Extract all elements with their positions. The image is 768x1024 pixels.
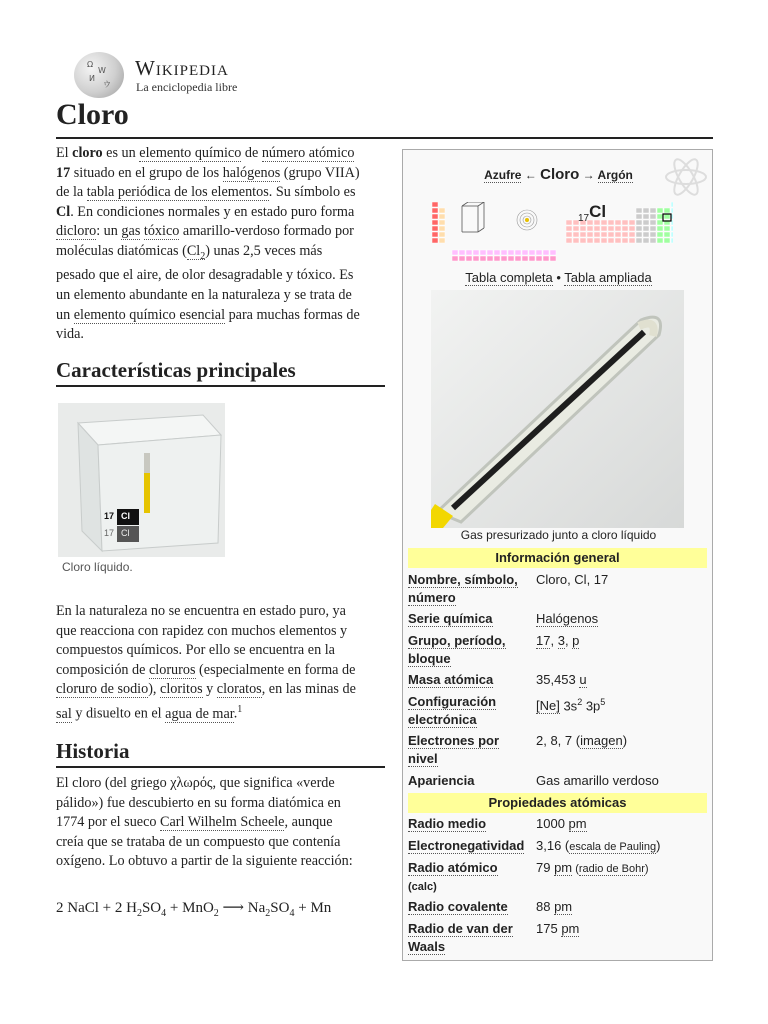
site-tagline: La enciclopedia libre bbox=[136, 80, 238, 94]
link-elemento-esencial[interactable]: elemento químico esencial bbox=[73, 306, 226, 323]
element-infobox bbox=[402, 149, 713, 961]
link-pm-atomico[interactable]: pm bbox=[554, 860, 573, 875]
link-pm[interactable]: pm bbox=[568, 816, 587, 831]
link-sal[interactable]: sal bbox=[56, 705, 72, 722]
label-serie bbox=[408, 610, 532, 628]
link-neon[interactable]: [Ne] bbox=[536, 698, 560, 714]
link-cl2[interactable]: $Cl_2$ bbox=[186, 242, 206, 262]
link-escala-pauling[interactable]: escala de Pauling bbox=[569, 841, 657, 853]
site-name[interactable]: Wikipedia bbox=[135, 56, 229, 80]
wikipedia-globe-icon[interactable]: Ω W И ウ bbox=[74, 52, 124, 98]
cube-label-number-reflection: 17 bbox=[104, 528, 115, 538]
liquid-chlorine-cube-image[interactable] bbox=[58, 403, 225, 557]
cube-label-symbol: Cl bbox=[121, 511, 130, 521]
link-unidad-u[interactable]: u bbox=[579, 672, 587, 687]
link-bloque-p[interactable]: p bbox=[572, 633, 580, 648]
history-paragraph: El cloro (del griego χλωρός, que significa «verde pálido») fue descubierto en su forma diatómica en 1774 por el sueco Carl Wilhelm Scheele, aunque creía que se trataba de un compuesto que contenía oxígeno. Lo obtuvo a partir de la siguiente reacción: bbox=[56, 775, 353, 870]
chemical-equation: 2 NaCl + 2 $H_2SO_4 + MnO_2$ ⟶ $Na_2SO_4 + Mn$ bbox=[56, 900, 332, 919]
value-masa: 35,453 u bbox=[536, 672, 587, 687]
label-radio-covalente bbox=[408, 898, 532, 916]
section-heading-historia: Historia bbox=[56, 739, 130, 763]
value-serie bbox=[536, 610, 708, 628]
section-header-general: Información general bbox=[408, 548, 707, 568]
link-radio-bohr[interactable]: radio de Bohr bbox=[578, 863, 645, 875]
link-azufre[interactable]: Azufre bbox=[484, 168, 522, 182]
link-halogenos-serie[interactable]: Halógenos bbox=[536, 611, 599, 626]
section-heading-caracteristicas: Características principales bbox=[56, 358, 296, 382]
label-nombre bbox=[408, 571, 532, 607]
link-agua-mar[interactable]: agua de mar bbox=[165, 705, 234, 722]
section-header-atomic: Propiedades atómicas bbox=[408, 793, 707, 813]
label-apariencia: Apariencia bbox=[408, 773, 475, 788]
value-radio-medio: 1000 pm bbox=[536, 816, 587, 831]
link-grupo-17[interactable]: 17 bbox=[536, 633, 551, 648]
link-gas[interactable]: gas bbox=[121, 223, 141, 240]
link-pm-vdw[interactable]: pm bbox=[561, 921, 580, 936]
link-nombre[interactable]: Nombre, símbolo, número bbox=[408, 572, 518, 605]
element-symbol: $_{17}$Cl bbox=[578, 202, 607, 225]
periodic-table-image[interactable] bbox=[432, 202, 673, 268]
value-nombre: Cloro, Cl, 17 bbox=[536, 572, 609, 587]
link-pm-covalente[interactable]: pm bbox=[554, 899, 573, 914]
element-navigation bbox=[403, 166, 714, 183]
section-divider bbox=[56, 766, 385, 768]
link-cloratos[interactable]: cloratos bbox=[216, 681, 262, 698]
footnote-1[interactable]: 1 bbox=[237, 703, 243, 715]
image-caption: Gas presurizado junto a cloro líquido bbox=[460, 528, 657, 542]
link-cloruros[interactable]: cloruros bbox=[149, 661, 196, 678]
label-electronegatividad bbox=[408, 837, 538, 855]
link-cloruro-sodio[interactable]: cloruro de sodio bbox=[56, 681, 149, 698]
value-configuracion: [Ne] $3s^2$ $3p^5$ bbox=[536, 697, 606, 714]
link-serie-quimica[interactable]: Serie química bbox=[408, 611, 493, 626]
figure-caption: Cloro líquido. bbox=[62, 560, 133, 574]
table-links: Tabla completa • Tabla ampliada bbox=[465, 270, 652, 285]
title-divider bbox=[56, 137, 713, 139]
label-grupo bbox=[408, 632, 532, 668]
link-tabla-completa[interactable]: Tabla completa bbox=[465, 270, 553, 285]
link-scheele[interactable]: Carl Wilhelm Scheele bbox=[160, 814, 285, 831]
value-grupo: 17, 3, p bbox=[536, 633, 580, 648]
value-electronegatividad: 3,16 (escala de Pauling) bbox=[536, 838, 661, 853]
section1-paragraph: En la naturaleza no se encuentra en estado puro, ya que reacciona con rapidez con muchos elementos y compuestos químicos. Por ello se encuentra en la composición de cloruros (especialmente en forma de cloruro de sodio), cloritos y cloratos, en las minas de sal y disuelto en el agua de mar.$^1$ bbox=[56, 603, 356, 722]
link-dicloro[interactable]: dicloro bbox=[56, 223, 97, 240]
link-toxico[interactable]: tóxico bbox=[143, 223, 180, 240]
link-masa-atomica[interactable]: Masa atómica bbox=[408, 672, 494, 687]
link-numero-atomico[interactable]: número atómico bbox=[261, 145, 355, 161]
link-elemento-quimico[interactable]: elemento químico bbox=[139, 145, 242, 161]
link-grupo[interactable]: Grupo, período, bloque bbox=[408, 633, 506, 666]
label-radio-vdw bbox=[408, 920, 532, 956]
link-configuracion[interactable]: Configuración electrónica bbox=[408, 694, 497, 727]
link-halogenos[interactable]: halógenos bbox=[222, 164, 281, 181]
link-tabla-ampliada[interactable]: Tabla ampliada bbox=[564, 270, 652, 285]
label-configuracion bbox=[408, 693, 532, 729]
label-radio-atomico: Radio atómico (calc) bbox=[408, 860, 498, 893]
cube-label-number: 17 bbox=[104, 511, 115, 521]
page-title: Cloro bbox=[56, 98, 129, 131]
link-periodo-3[interactable]: 3 bbox=[557, 633, 565, 648]
left-arrow-icon: ← bbox=[524, 168, 537, 182]
link-tabla-periodica[interactable]: tabla periódica de los elementos bbox=[86, 184, 269, 201]
link-radio-covalente[interactable]: Radio covalente bbox=[408, 899, 508, 914]
right-arrow-icon: → bbox=[582, 168, 595, 182]
label-electrones bbox=[408, 732, 532, 768]
value-electrones: 2, 8, 7 (imagen) bbox=[536, 733, 628, 748]
link-cloritos[interactable]: cloritos bbox=[160, 681, 203, 698]
link-electrones[interactable]: Electrones por nivel bbox=[408, 733, 500, 766]
link-electronegatividad[interactable]: Electronegatividad bbox=[408, 838, 525, 853]
label-radio-medio bbox=[408, 815, 532, 833]
link-radio-medio[interactable]: Radio medio bbox=[408, 816, 487, 831]
section-divider bbox=[56, 385, 385, 387]
current-element: Cloro bbox=[540, 166, 580, 183]
chlorine-ampoule-image[interactable] bbox=[431, 290, 684, 528]
value-radio-covalente: 88 pm bbox=[536, 899, 573, 914]
link-radio-atomico[interactable]: Radio atómico bbox=[408, 860, 498, 875]
value-radio-vdw: 175 pm bbox=[536, 921, 580, 936]
intro-paragraph: El cloro es un elemento químico de número atómico 17 situado en el grupo de los halógenos (grupo VIIA) de la tabla periódica de los elementos. Su símbolo es Cl. En condiciones normales y en estado puro forma dicloro: un gas tóxico amarillo-verdoso formado por moléculas diatómicas $(Cl_2)$ unas 2,5 veces más pesado que el aire, de olor desagradable y tóxico. Es un elemento abundante en la naturaleza y se trata de un elemento químico esencial para muchas formas de vida. bbox=[56, 145, 360, 343]
label-masa bbox=[408, 671, 532, 689]
value-apariencia: Gas amarillo verdoso bbox=[536, 773, 659, 788]
value-radio-atomico: 79 pm (radio de Bohr) bbox=[536, 860, 649, 875]
cube-label-symbol-reflection: Cl bbox=[121, 528, 130, 538]
link-radio-vdw[interactable]: Radio de van der Waals bbox=[408, 921, 513, 954]
link-argon[interactable]: Argón bbox=[597, 168, 633, 182]
link-imagen[interactable]: imagen bbox=[580, 733, 623, 748]
